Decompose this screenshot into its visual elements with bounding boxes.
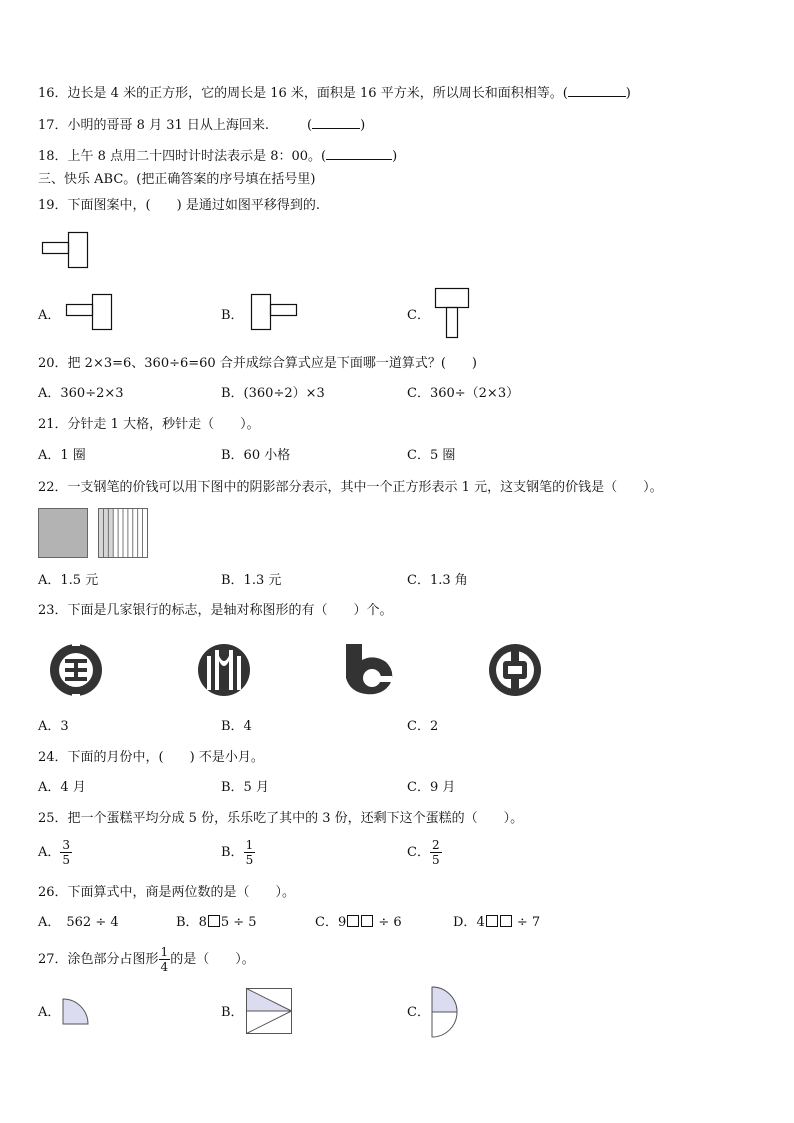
q23-option-a[interactable]: A．3: [38, 719, 69, 734]
digit-box: [500, 915, 512, 927]
reference-shape: [42, 232, 92, 272]
answer-blank[interactable]: [568, 84, 626, 97]
q20-option-b[interactable]: B．(360÷2）×3: [221, 386, 325, 401]
question-19: 19．下面图案中，( ) 是通过如图平移得到的.: [38, 198, 320, 213]
digit-box: [347, 915, 359, 927]
digit-box: [361, 915, 373, 927]
question-17: 17．小明的哥哥 8 月 31 日从上海回来. ( ): [38, 118, 366, 133]
q22-option-b[interactable]: B．1.3 元: [221, 573, 282, 588]
fraction: $\frac{2}{5}$: [431, 838, 440, 867]
question-23: 23．下面是几家银行的标志，是轴对称图形的有（ ）个。: [38, 603, 393, 618]
answer-blank[interactable]: [312, 116, 360, 129]
digit-box: [208, 915, 220, 927]
bank-logo-boc-comm-icon: [340, 640, 398, 698]
q27-semicircle: [431, 986, 461, 1038]
q27-option-b[interactable]: B．: [221, 1005, 244, 1020]
q23-option-b[interactable]: B．4: [221, 719, 252, 734]
question-24: 24．下面的月份中，( ) 不是小月。: [38, 750, 264, 765]
tenths-square: [98, 508, 148, 558]
q24-option-c[interactable]: C．9 月: [407, 780, 456, 795]
q27-option-c[interactable]: C．: [407, 1005, 430, 1020]
q24-option-a[interactable]: A．4 月: [38, 780, 86, 795]
q27-option-a[interactable]: A．: [38, 1005, 61, 1020]
q25-option-b[interactable]: B． $\frac{1}{5}$: [221, 838, 254, 867]
bank-logo-boc-icon: [487, 642, 543, 698]
q23-option-c[interactable]: C．2: [407, 719, 439, 734]
q20-option-c[interactable]: C．360÷（2×3）: [407, 386, 520, 401]
q24-option-b[interactable]: B．5 月: [221, 780, 269, 795]
answer-blank[interactable]: [326, 147, 392, 160]
q25-option-c[interactable]: C． $\frac{2}{5}$: [407, 838, 440, 867]
q21-option-c[interactable]: C．5 圈: [407, 448, 456, 463]
fraction: $\frac{3}{5}$: [62, 838, 71, 867]
question-26: 26．下面算式中，商是两位数的是（ ）。: [38, 885, 296, 900]
q19-option-a[interactable]: A．: [38, 308, 61, 323]
q21-option-a[interactable]: A．1 圈: [38, 448, 86, 463]
q27-quarter-circle: [62, 998, 90, 1026]
q21-option-b[interactable]: B．60 小格: [221, 448, 291, 463]
q19-option-c[interactable]: C．: [407, 308, 430, 323]
fraction: $\frac{1}{4}$: [160, 945, 169, 974]
section-heading: 三、快乐 ABC。(把正确答案的序号填在括号里): [38, 172, 316, 187]
question-27: 27．涂色部分占图形 $\frac{1}{4}$ 的是（ ）。: [38, 945, 255, 974]
question-16: 16．边长是 4 米的正方形，它的周长是 16 米，面积是 16 平方米，所以周长和面积相等。( ): [38, 86, 631, 101]
q19-option-b[interactable]: B．: [221, 308, 244, 323]
q27-divided-rectangle: [246, 988, 294, 1036]
digit-box: [486, 915, 498, 927]
q26-option-c[interactable]: C．9 ÷ 6: [315, 915, 402, 930]
fraction: $\frac{1}{5}$: [245, 838, 254, 867]
q26-option-a[interactable]: A． 562 ÷ 4: [38, 915, 119, 930]
bank-logo-icbc-icon: [48, 642, 104, 698]
q22-option-c[interactable]: C．1.3 角: [407, 573, 468, 588]
q26-option-d[interactable]: D．4 ÷ 7: [453, 915, 541, 930]
q19-shape-a: [66, 294, 116, 334]
q19-shape-c: [435, 288, 475, 340]
q20-option-a[interactable]: A．360÷2×3: [38, 386, 124, 401]
question-21: 21．分针走 1 大格，秒针走（ ）。: [38, 417, 260, 432]
question-22: 22．一支钢笔的价钱可以用下图中的阴影部分表示，其中一个正方形表示 1 元，这支钢笔的价钱是（ ）。: [38, 480, 663, 495]
q22-option-a[interactable]: A．1.5 元: [38, 573, 99, 588]
question-25: 25．把一个蛋糕平均分成 5 份，乐乐吃了其中的 3 份，还剩下这个蛋糕的（ ）。: [38, 811, 524, 826]
q19-shape-b: [251, 294, 301, 334]
q25-option-a[interactable]: A． $\frac{3}{5}$: [38, 838, 71, 867]
bank-logo-citic-icon: [196, 642, 252, 698]
shaded-full-square: [38, 508, 88, 558]
q26-option-b[interactable]: B．8 5 ÷ 5: [176, 915, 257, 930]
question-18: 18．上午 8 点用二十四时计时法表示是 8：00。( ): [38, 149, 398, 164]
question-20: 20．把 2×3=6、360÷6=60 合并成综合算式应是下面哪一道算式？( ): [38, 356, 477, 371]
